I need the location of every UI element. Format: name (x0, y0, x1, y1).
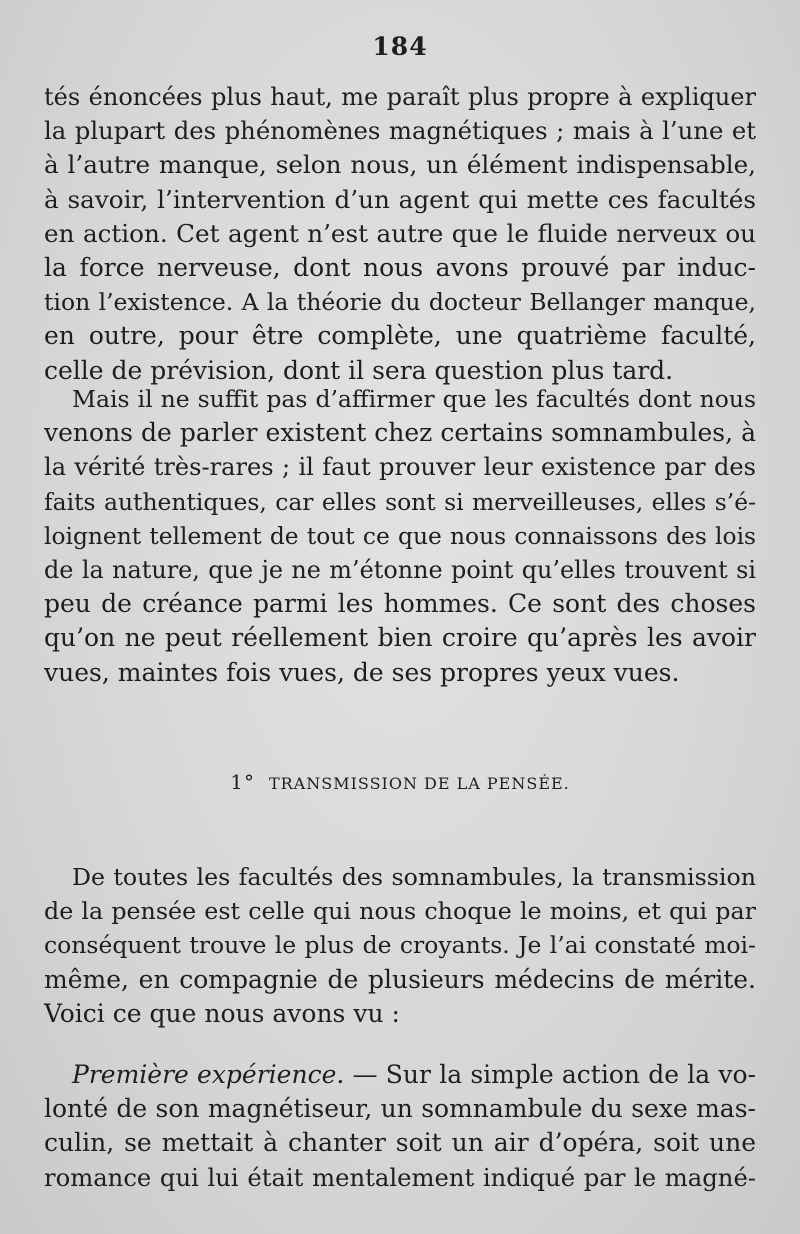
paragraph-transmission (44, 860, 756, 1031)
text-line: Mais il ne suffit pas d’affirmer que les facultés dont nous (72, 385, 756, 413)
text-line: celle de prévision, dont il sera question plus tard. (44, 355, 674, 385)
text-line: conséquent trouve le plus de croyants. Je l’ai constaté moi- (44, 931, 756, 960)
text-line: romance qui lui était mentalement indiqué par le magné- (44, 1162, 756, 1192)
experiment-label: Première expérience. (72, 1060, 345, 1089)
section-heading (0, 770, 800, 794)
text-fragment: — Sur la simple action de la vo- (344, 1060, 756, 1089)
text-line: en outre, pour être complète, une quatrième faculté, (44, 321, 756, 351)
text-line: la force nerveuse, dont nous avons prouvé par induc- (44, 252, 756, 282)
text-line: peu de créance parmi les hommes. Ce sont des choses (44, 589, 756, 619)
paragraph-continued (44, 80, 756, 388)
text-line: loignent tellement de tout ce que nous connaissons des lois (44, 521, 756, 550)
text-line: De toutes les facultés des somnambules, la transmission (72, 863, 756, 891)
text-line: venons de parler existent chez certains somnambules, à (44, 418, 756, 448)
text-line: tés énoncées plus haut, me paraît plus propre à expliquer (44, 83, 756, 111)
text-line: la vérité très-rares ; il faut prouver leur existence par des (44, 453, 756, 482)
text-line: vues, maintes fois vues, de ses propres yeux vues. (44, 657, 680, 687)
paragraph-facts (44, 382, 756, 690)
text-line: lonté de son magnétiseur, un somnambule du sexe mas- (44, 1094, 756, 1124)
text-line: même, en compagnie de plusieurs médecins de mérite. (44, 964, 756, 994)
text-line: à savoir, l’intervention d’un agent qui mette ces facultés (44, 184, 756, 214)
text-line: culin, se mettait à chanter soit un air d’opéra, soit une (44, 1128, 756, 1158)
text-line: qu’on ne peut réellement bien croire qu’après les avoir (44, 623, 756, 653)
paragraph-experiment (44, 1058, 756, 1195)
section-title: TRANSMISSION DE LA PENSÉE. (268, 774, 570, 793)
text-line (44, 1058, 756, 1092)
text-line: de la nature, que je ne m’étonne point qu’elles trouvent si (44, 555, 756, 584)
text-line: en action. Cet agent n’est autre que le fluide nerveux ou (44, 218, 756, 248)
page-number: 184 (372, 32, 428, 61)
text-line: faits authentiques, car elles sont si merveilleuses, elles s’é- (44, 487, 756, 516)
text-line: à l’autre manque, selon nous, un élément indispensable, (44, 150, 756, 180)
text-line: la plupart des phénomènes magnétiques ; mais à l’une et (44, 116, 756, 146)
text-line: tion l’existence. A la théorie du docteur Bellanger manque, (44, 288, 756, 317)
section-number: 1° (230, 770, 255, 794)
text-line: de la pensée est celle qui nous choque le moins, et qui par (44, 897, 756, 926)
text-line: Voici ce que nous avons vu : (44, 998, 400, 1028)
